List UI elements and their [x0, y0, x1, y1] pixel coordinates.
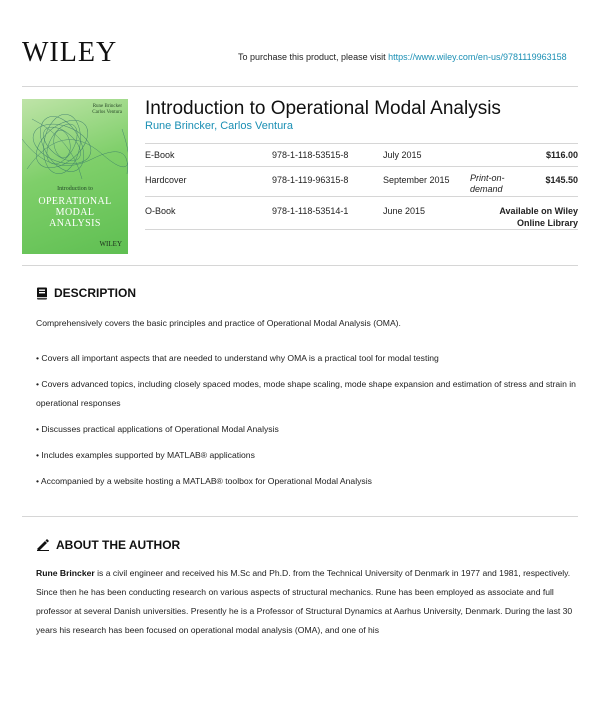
- author-bio-text: is a civil engineer and received his M.Sc and Ph.D. from the Technical University of Denmark in 1977 and 1981, respectively. Since then he has been conducting research on various aspects of structural mechanics. Rune has been employed as associate and full professor at several Danish universities. Presently he is a Professor of Structural Dynamics at Aarhus University, Denmark. During the last 30 years his research has been focused on operational modal analysis (OMA), and one of his: [36, 568, 573, 635]
- format-type: O-Book: [145, 206, 176, 216]
- purchase-link[interactable]: https://www.wiley.com/en-us/9781119963158: [388, 52, 567, 62]
- purchase-line: [238, 52, 567, 62]
- description-bullet: • Covers all important aspects that are needed to understand why OMA is a practical tool for modal testing: [36, 353, 439, 363]
- purchase-text: To purchase this product, please visit: [238, 52, 389, 62]
- format-availability-link[interactable]: Available on Wiley Online Library: [499, 206, 578, 228]
- table-bottom-rule: [145, 229, 578, 230]
- format-type: E-Book: [145, 150, 175, 160]
- format-isbn: 978-1-118-53515-8: [272, 150, 349, 160]
- description-bullet: • Accompanied by a website hosting a MATLAB® toolbox for Operational Modal Analysis: [36, 476, 372, 486]
- cover-title-line3: ANALYSIS: [49, 218, 101, 229]
- description-heading: [36, 286, 136, 300]
- cover-title-line1: OPERATIONAL: [38, 196, 112, 207]
- section-divider: [22, 516, 578, 517]
- format-isbn: 978-1-118-53514-1: [272, 206, 349, 216]
- format-note: Print-on-demand: [470, 173, 505, 194]
- cover-author-2: Carlos Ventura: [92, 110, 122, 115]
- about-heading-text: ABOUT THE AUTHOR: [56, 538, 181, 552]
- description-heading-text: DESCRIPTION: [54, 286, 137, 300]
- wiley-logo: WILEY: [22, 37, 118, 68]
- book-cover: [22, 99, 128, 254]
- format-date: June 2015: [383, 206, 426, 216]
- book-icon: [36, 287, 48, 300]
- book-authors-link[interactable]: Rune Brincker, Carlos Ventura: [145, 120, 293, 132]
- description-bullet: • Includes examples supported by MATLAB® applications: [36, 450, 255, 460]
- format-isbn: 978-1-119-96315-8: [272, 175, 349, 185]
- table-rule: [145, 196, 578, 197]
- cover-title: [22, 196, 128, 229]
- cover-title-line2: MODAL: [55, 207, 95, 218]
- author-name: Rune Brincker: [36, 568, 95, 578]
- cover-author-1: Rune Brincker: [92, 104, 122, 109]
- cover-intro: Introduction to: [57, 186, 93, 192]
- pen-writing-icon: [36, 539, 50, 551]
- header-divider: [22, 86, 578, 87]
- section-divider: [22, 265, 578, 266]
- author-bio: [36, 564, 581, 640]
- format-price: $145.50: [545, 175, 578, 185]
- book-title: Introduction to Operational Modal Analysis: [145, 98, 501, 119]
- about-heading: [36, 538, 180, 552]
- format-date: July 2015: [383, 150, 422, 160]
- cover-pattern-graphic: [22, 99, 128, 254]
- format-price: $116.00: [545, 150, 578, 160]
- format-date: September 2015: [383, 175, 450, 185]
- table-rule: [145, 166, 578, 167]
- description-bullet: • Discusses practical applications of Operational Modal Analysis: [36, 424, 279, 434]
- cover-authors: [92, 104, 122, 116]
- description-intro: Comprehensively covers the basic principles and practice of Operational Modal Analysis (OMA).: [36, 318, 401, 328]
- description-bullet: • Covers advanced topics, including closely spaced modes, mode shape scaling, mode shape expansion and estimation of stress and strain in operational responses: [36, 379, 576, 408]
- cover-publisher: WILEY: [99, 240, 122, 248]
- format-type: Hardcover: [145, 175, 187, 185]
- table-top-rule: [145, 143, 578, 144]
